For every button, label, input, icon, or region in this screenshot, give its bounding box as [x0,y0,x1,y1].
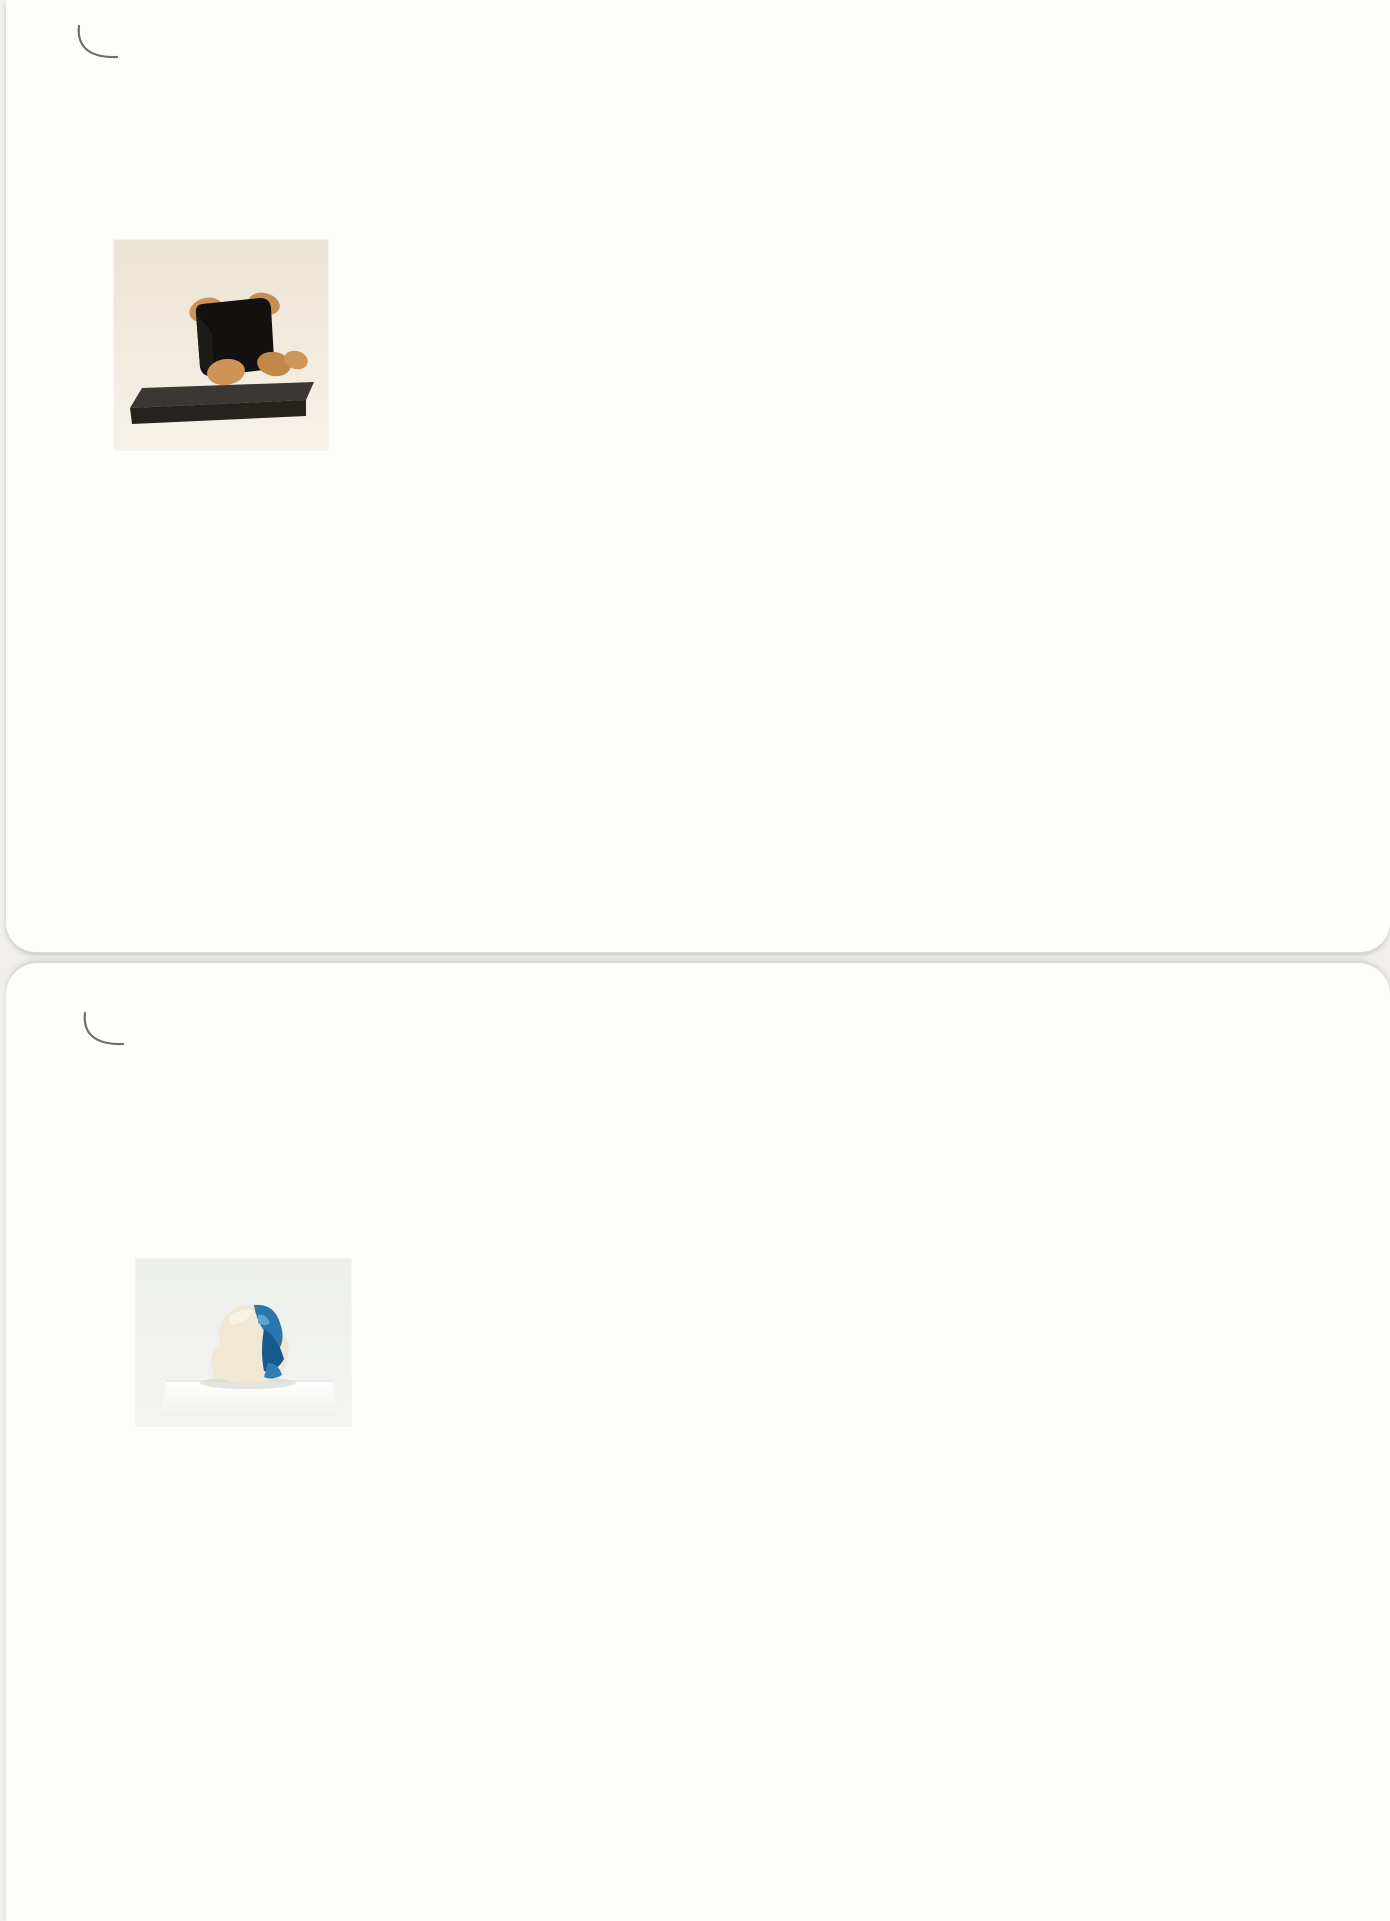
artwork-photo-painting-2002 [136,1259,351,1426]
page-curl-mark [82,1011,126,1051]
artwork-photo-untitled-1997 [114,240,328,450]
catalog-page-2 [6,962,1390,1921]
catalog-page-1 [6,0,1390,953]
page-curl-mark [76,24,120,64]
